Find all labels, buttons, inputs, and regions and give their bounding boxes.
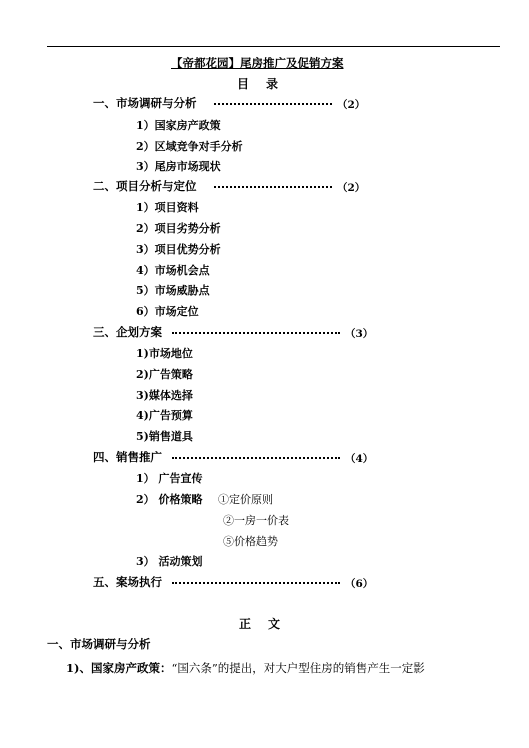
toc-page-3: （3） [345,328,374,340]
document-title: 【帝都花园】尾房推广及促销方案 [171,56,344,70]
toc-item: 6）市场定位 [136,305,199,318]
toc-item: 2） 价格策略 [136,493,203,506]
toc-section-3: 三、企划方案 [93,325,162,339]
toc-item: 1） 广告宣传 [136,472,203,485]
toc-item: 3） 活动策划 [136,555,203,568]
body-heading-1: 正 [239,617,252,631]
toc-leader-1 [214,103,332,105]
toc-subitem: ①定价原则 [218,493,273,506]
toc-item: 1)市场地位 [136,347,193,360]
toc-leader-5 [172,582,340,584]
toc-item: 4）市场机会点 [136,264,210,277]
toc-leader-3 [172,332,340,334]
toc-heading-1: 目 [237,77,250,91]
toc-subitem: ⑤价格趋势 [223,535,278,548]
toc-section-4: 四、销售推广 [93,450,162,464]
toc-item: 3)媒体选择 [136,389,193,402]
toc-page-4: （4） [345,453,374,465]
paragraph-label: 1)、国家房产政策： [66,661,172,675]
body-heading-2: 文 [268,617,281,631]
toc-leader-2 [214,186,332,188]
toc-page-2: （2） [337,182,366,194]
toc-item: 5)销售道具 [136,430,193,443]
toc-item: 4)广告预算 [136,409,193,422]
section-title: 一、市场调研与分析 [47,637,151,651]
toc-heading-2: 录 [266,77,279,91]
toc-section-1: 一、市场调研与分析 [93,96,197,110]
toc-page-1: （2） [337,99,366,111]
toc-item: 1）项目资料 [136,201,199,214]
toc-section-2: 二、项目分析与定位 [93,179,197,193]
top-rule [47,46,500,47]
toc-item: 2)广告策略 [136,368,193,381]
paragraph [66,660,425,676]
toc-page-5: （6） [345,578,374,590]
toc-item: 3）尾房市场现状 [136,160,221,173]
paragraph-text: “国六条”的提出，对大户型住房的销售产生一定影 [171,661,425,675]
toc-item: 3）项目优势分析 [136,243,221,256]
toc-item: 2）项目劣势分析 [136,222,221,235]
toc-subitem: ②一房一价表 [223,514,289,527]
toc-leader-4 [172,457,340,459]
toc-section-5: 五、案场执行 [93,575,162,589]
toc-item: 1）国家房产政策 [136,119,221,132]
toc-item: 2）区域竞争对手分析 [136,140,243,153]
toc-item: 5）市场威胁点 [136,284,210,297]
